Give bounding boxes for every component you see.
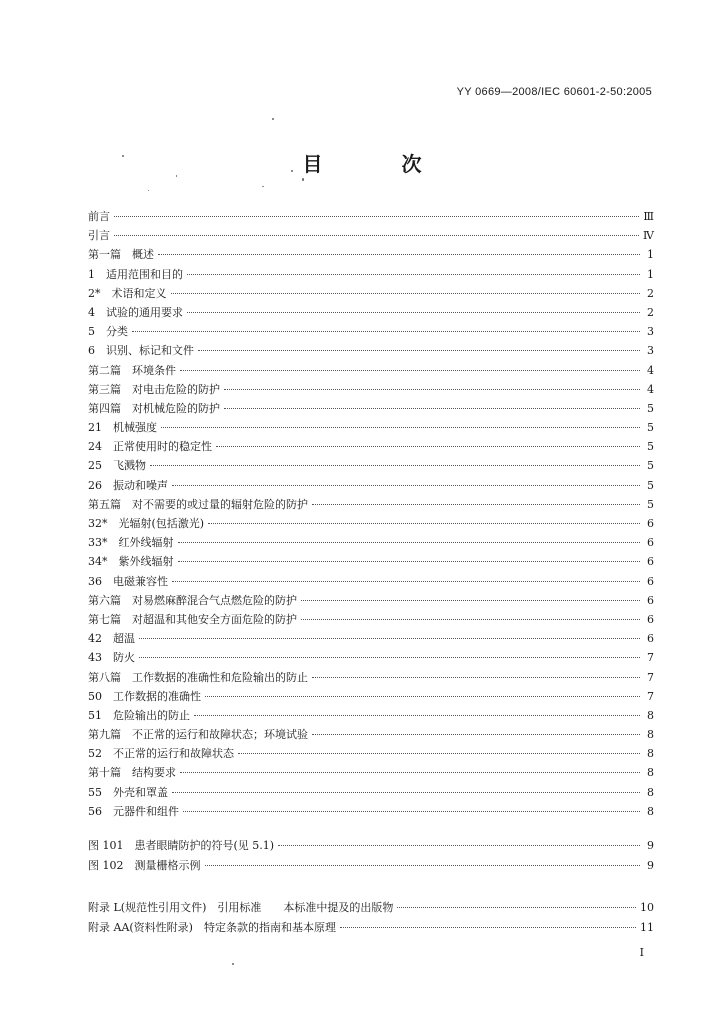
toc-entry[interactable] bbox=[88, 630, 654, 649]
toc-entry-label: 第十篇 结构要求 bbox=[88, 766, 176, 780]
toc-entry[interactable] bbox=[88, 573, 654, 592]
toc-entry-label: 21 机械强度 bbox=[88, 421, 157, 435]
dot-leader bbox=[224, 408, 640, 409]
dot-leader bbox=[114, 235, 639, 236]
toc-entry-page-number: 6 bbox=[647, 574, 654, 588]
dot-leader bbox=[161, 427, 640, 428]
footer-page-number: I bbox=[639, 946, 644, 959]
dot-leader bbox=[172, 581, 640, 582]
toc-entry[interactable] bbox=[88, 438, 654, 457]
figure-entry-page-number: 9 bbox=[647, 859, 654, 872]
toc-entry-label: 42 超温 bbox=[88, 632, 135, 646]
toc-entry-page-number: 8 bbox=[647, 747, 654, 761]
toc-entry-page-number: 4 bbox=[647, 382, 654, 396]
dot-leader bbox=[312, 734, 640, 735]
toc-figures bbox=[88, 837, 654, 877]
toc-entry-page-number: 5 bbox=[647, 401, 654, 415]
annex-entry-page-number: 10 bbox=[640, 901, 654, 914]
toc-entry-label: 5 分类 bbox=[88, 325, 128, 339]
dot-leader bbox=[216, 446, 640, 447]
toc-entry-page-number: 2 bbox=[647, 305, 654, 319]
toc-entry-label: 第二篇 环境条件 bbox=[88, 363, 176, 377]
toc-entry-page-number: 8 bbox=[647, 728, 654, 742]
toc-entry-page-number: 7 bbox=[647, 651, 654, 665]
toc-entry-page-number: 8 bbox=[647, 708, 654, 722]
figure-entry-page-number: 9 bbox=[647, 839, 654, 852]
dot-leader bbox=[205, 696, 640, 697]
toc-entry-page-number: 5 bbox=[647, 440, 654, 454]
annex-entry-label: 附录 AA(资料性附录) 特定条款的指南和基本原理 bbox=[88, 921, 336, 934]
toc-entry[interactable] bbox=[88, 304, 654, 323]
scan-speck bbox=[148, 190, 149, 191]
toc-entry[interactable] bbox=[88, 477, 654, 496]
toc-entry-page-number: 5 bbox=[647, 497, 654, 511]
toc-entry-page-number: Ⅲ bbox=[643, 210, 654, 223]
dot-leader bbox=[139, 657, 640, 658]
toc-entry[interactable] bbox=[88, 457, 654, 476]
toc-entry[interactable] bbox=[88, 669, 654, 688]
toc-entry[interactable] bbox=[88, 534, 654, 553]
toc-entry-page-number: 7 bbox=[647, 670, 654, 684]
toc-entry-label: 24 正常使用时的稳定性 bbox=[88, 440, 212, 454]
toc-entry[interactable] bbox=[88, 342, 654, 361]
toc-entry-page-number: 3 bbox=[647, 325, 654, 339]
toc-entry-label: 56 元器件和组件 bbox=[88, 804, 179, 818]
toc-entry[interactable] bbox=[88, 764, 654, 783]
scan-speck bbox=[232, 963, 234, 965]
scan-speck bbox=[122, 155, 124, 157]
toc-entry[interactable] bbox=[88, 707, 654, 726]
scan-speck bbox=[291, 170, 293, 172]
toc-annexes bbox=[88, 899, 654, 939]
toc-entry-label: 4 试验的通用要求 bbox=[88, 305, 183, 319]
dot-leader bbox=[183, 811, 640, 812]
toc-entry-label: 第八篇 工作数据的准确性和危险输出的防止 bbox=[88, 670, 308, 684]
toc-entry-page-number: 7 bbox=[647, 689, 654, 703]
toc-entry-page-number: 4 bbox=[647, 363, 654, 377]
dot-leader bbox=[224, 389, 640, 390]
toc-entry-label: 第四篇 对机械危险的防护 bbox=[88, 401, 220, 415]
toc-entry-label: 50 工作数据的准确性 bbox=[88, 689, 201, 703]
toc-entry-label: 36 电磁兼容性 bbox=[88, 574, 168, 588]
toc-entry-label: 26 振动和噪声 bbox=[88, 478, 168, 492]
dot-leader bbox=[301, 600, 640, 601]
dot-leader bbox=[139, 638, 640, 639]
dot-leader bbox=[312, 504, 640, 505]
toc-entry[interactable] bbox=[88, 688, 654, 707]
scan-speck bbox=[262, 186, 264, 187]
annex-entry[interactable] bbox=[88, 899, 654, 919]
dot-leader bbox=[312, 677, 640, 678]
dot-leader bbox=[132, 331, 640, 332]
toc-entry[interactable] bbox=[88, 246, 654, 265]
toc-entry[interactable] bbox=[88, 400, 654, 419]
toc-entry[interactable] bbox=[88, 649, 654, 668]
toc-entry-page-number: 6 bbox=[647, 593, 654, 607]
toc-entry-label: 32* 光辐射(包括激光) bbox=[88, 517, 205, 530]
toc-entry-label: 55 外壳和罩盖 bbox=[88, 785, 168, 799]
toc-entry[interactable] bbox=[88, 803, 654, 822]
dot-leader bbox=[150, 465, 640, 466]
toc-entry-page-number: Ⅳ bbox=[643, 229, 654, 243]
dot-leader bbox=[178, 542, 641, 543]
toc-entry[interactable] bbox=[88, 784, 654, 803]
toc-entry-label: 25 飞溅物 bbox=[88, 459, 146, 473]
dot-leader bbox=[114, 216, 639, 217]
dot-leader bbox=[187, 312, 640, 313]
toc-entry-label: 34* 紫外线辐射 bbox=[88, 555, 174, 569]
toc-entry-page-number: 5 bbox=[647, 421, 654, 435]
toc-entry[interactable] bbox=[88, 323, 654, 342]
dot-leader bbox=[238, 753, 640, 754]
dot-leader bbox=[397, 907, 636, 908]
figure-entry[interactable] bbox=[88, 837, 654, 857]
page-title: 目 次 bbox=[302, 152, 458, 176]
toc-entry-page-number: 6 bbox=[647, 632, 654, 646]
toc-entry-page-number: 1 bbox=[647, 248, 654, 262]
scan-speck bbox=[302, 178, 304, 181]
toc-entry-label: 第五篇 对不需要的或过量的辐射危险的防护 bbox=[88, 497, 308, 511]
toc-entry[interactable] bbox=[88, 362, 654, 381]
annex-entry-label: 附录 L(规范性引用文件) 引用标准 本标准中提及的出版物 bbox=[88, 901, 394, 914]
figure-entry-label: 图 102 测量栅格示例 bbox=[88, 859, 201, 872]
toc-entry-label: 2* 术语和定义 bbox=[88, 286, 167, 300]
toc-entry-page-number: 6 bbox=[647, 612, 654, 626]
toc-entry[interactable] bbox=[88, 726, 654, 745]
toc-entry[interactable] bbox=[88, 419, 654, 438]
toc-entry-label: 第六篇 对易燃麻醉混合气点燃危险的防护 bbox=[88, 593, 297, 607]
toc-entry-page-number: 1 bbox=[647, 267, 654, 281]
toc-entry-label: 6 识别、标记和文件 bbox=[88, 344, 194, 358]
toc-entry-label: 第一篇 概述 bbox=[88, 248, 154, 262]
toc-entry-page-number: 5 bbox=[647, 478, 654, 492]
figure-entry[interactable] bbox=[88, 857, 654, 877]
toc-entry[interactable] bbox=[88, 208, 654, 227]
toc-entry[interactable] bbox=[88, 592, 654, 611]
toc-entry[interactable] bbox=[88, 227, 654, 246]
toc-entry[interactable] bbox=[88, 381, 654, 400]
annex-entry-page-number: 11 bbox=[640, 921, 654, 934]
toc-main bbox=[88, 208, 654, 822]
toc-entry-page-number: 3 bbox=[647, 344, 654, 358]
scan-speck bbox=[176, 175, 177, 177]
toc-entry[interactable] bbox=[88, 266, 654, 285]
dot-leader bbox=[205, 865, 641, 866]
dot-leader bbox=[178, 561, 641, 562]
toc-entry-label: 51 危险输出的防止 bbox=[88, 708, 190, 722]
toc-entry-label: 第九篇 不正常的运行和故障状态；环境试验 bbox=[88, 728, 308, 742]
toc-entry-page-number: 8 bbox=[647, 766, 654, 780]
dot-leader bbox=[187, 274, 640, 275]
dot-leader bbox=[172, 792, 640, 793]
toc-entry[interactable] bbox=[88, 553, 654, 572]
toc-entry-page-number: 6 bbox=[647, 517, 654, 530]
toc-entry[interactable] bbox=[88, 515, 654, 534]
toc-entry-label: 前言 bbox=[88, 210, 110, 223]
toc-entry[interactable] bbox=[88, 285, 654, 304]
dot-leader bbox=[198, 350, 640, 351]
figure-entry-label: 图 101 患者眼睛防护的符号(见 5.1) bbox=[88, 839, 275, 852]
dot-leader bbox=[301, 619, 640, 620]
toc-entry-page-number: 6 bbox=[647, 536, 654, 550]
toc-entry-page-number: 5 bbox=[647, 459, 654, 473]
toc-entry-label: 第三篇 对电击危险的防护 bbox=[88, 382, 220, 396]
toc-entry-label: 52 不正常的运行和故障状态 bbox=[88, 747, 234, 761]
dot-leader bbox=[194, 715, 640, 716]
toc-entry[interactable] bbox=[88, 496, 654, 515]
dot-leader bbox=[278, 845, 640, 846]
toc-entry[interactable] bbox=[88, 611, 654, 630]
toc-entry[interactable] bbox=[88, 745, 654, 764]
standard-number: YY 0669—2008/IEC 60601-2-50:2005 bbox=[456, 86, 652, 98]
dot-leader bbox=[208, 523, 640, 524]
toc-entry-label: 引言 bbox=[88, 229, 110, 243]
dot-leader bbox=[180, 772, 640, 773]
toc-entry-page-number: 8 bbox=[647, 785, 654, 799]
scan-speck bbox=[272, 118, 274, 120]
toc-entry-label: 43 防火 bbox=[88, 651, 135, 665]
dot-leader bbox=[180, 370, 640, 371]
dot-leader bbox=[172, 485, 640, 486]
dot-leader bbox=[171, 293, 641, 294]
dot-leader bbox=[340, 927, 636, 928]
dot-leader bbox=[158, 254, 640, 255]
toc-entry-page-number: 2 bbox=[647, 286, 654, 300]
annex-entry[interactable] bbox=[88, 919, 654, 939]
toc-entry-page-number: 8 bbox=[647, 804, 654, 818]
toc-entry-label: 33* 红外线辐射 bbox=[88, 536, 174, 550]
toc-entry-label: 1 适用范围和目的 bbox=[88, 267, 183, 281]
toc-entry-label: 第七篇 对超温和其他安全方面危险的防护 bbox=[88, 612, 297, 626]
toc-entry-page-number: 6 bbox=[647, 555, 654, 569]
